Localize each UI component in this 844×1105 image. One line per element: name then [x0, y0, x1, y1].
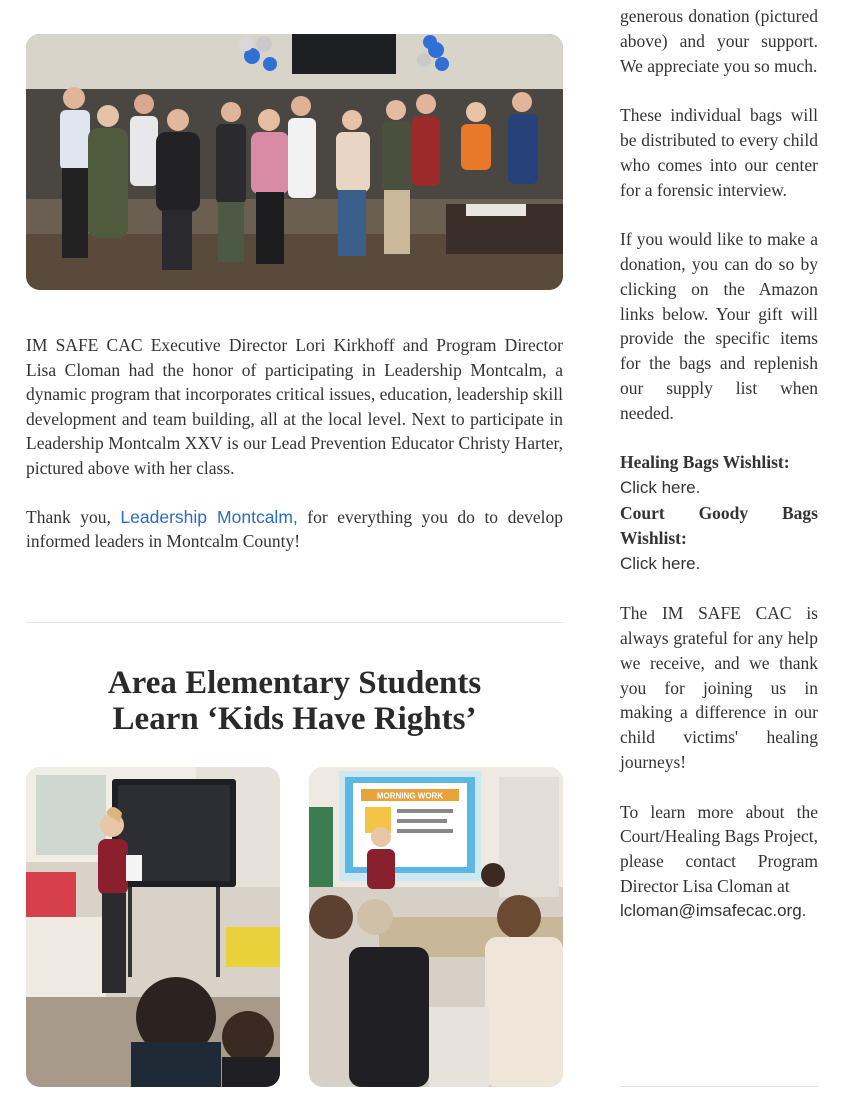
- article-body: [26, 333, 563, 578]
- thanks-suffix: for everything you do to develop informed leaders in Montcalm County!: [26, 506, 563, 552]
- court-bags-click-line: [620, 554, 700, 573]
- click-suffix: .: [695, 478, 701, 498]
- group-photo: [26, 34, 563, 290]
- sidebar-divider: [620, 1086, 818, 1087]
- slide-title: MORNING WORK: [376, 791, 444, 801]
- sidebar-intro-tail: generous donation (pictured above) and your support. We appreciate you so much.: [620, 6, 818, 76]
- classroom-photo-students: [309, 767, 563, 1087]
- court-bags-title: Court Goody Bags Wishlist:: [620, 502, 818, 548]
- classroom-photo-presenter: [26, 767, 280, 1087]
- healing-bags-link[interactable]: here: [661, 478, 696, 498]
- healing-bags-click-line: [620, 478, 700, 497]
- heading-line-2: Learn ‘Kids Have Rights’: [112, 701, 477, 737]
- court-bags-link[interactable]: here: [661, 553, 696, 573]
- article-paragraph: IM SAFE CAC Executive Director Lori Kirkhoff and Program Director Lisa Cloman had the honor of participating in Leadership Montcalm, a dynamic program that incorporates critical issues, education, leadership skill development and team building, all at the local level. Next to participate in Leadership Montcalm XXV is our Lead Prevention Educator Christy Harter, pictured above with her class.: [26, 335, 563, 478]
- click-prefix: Click: [620, 553, 662, 573]
- thanks-paragraph: [26, 505, 563, 554]
- sidebar-contact: [620, 800, 818, 924]
- section-divider: [26, 622, 563, 623]
- sidebar-contact-text: To learn more about the Court/Healing Bags Project, please contact Program Director Lisa Cloman at: [620, 801, 818, 896]
- wishlist-block: [620, 450, 818, 576]
- healing-bags-title: Healing Bags Wishlist:: [620, 452, 790, 473]
- heading-line-1: Area Elementary Students: [107, 665, 482, 701]
- thanks-prefix: Thank you,: [26, 506, 121, 527]
- click-prefix: Click: [620, 478, 662, 498]
- leadership-montcalm-link[interactable]: Leadership Montcalm,: [120, 506, 298, 527]
- sidebar-grateful-text: The IM SAFE CAC is always grateful for any help we receive, and we thank you for joining us in making a difference in our child victims' healing journeys!: [620, 603, 818, 772]
- email-link[interactable]: lcloman@imsafecac.org.: [620, 900, 807, 920]
- sidebar: [620, 4, 818, 923]
- click-suffix: .: [695, 553, 701, 573]
- sidebar-donation-text: If you would like to make a donation, you can do so by clicking on the Amazon links below. Your gift will provide the specific items for the bags and replenish our supply list when needed.: [620, 229, 818, 423]
- sidebar-bags-text: These individual bags will be distributed to every child who comes into our center for a forensic interview.: [620, 105, 818, 200]
- section-heading: [26, 665, 563, 737]
